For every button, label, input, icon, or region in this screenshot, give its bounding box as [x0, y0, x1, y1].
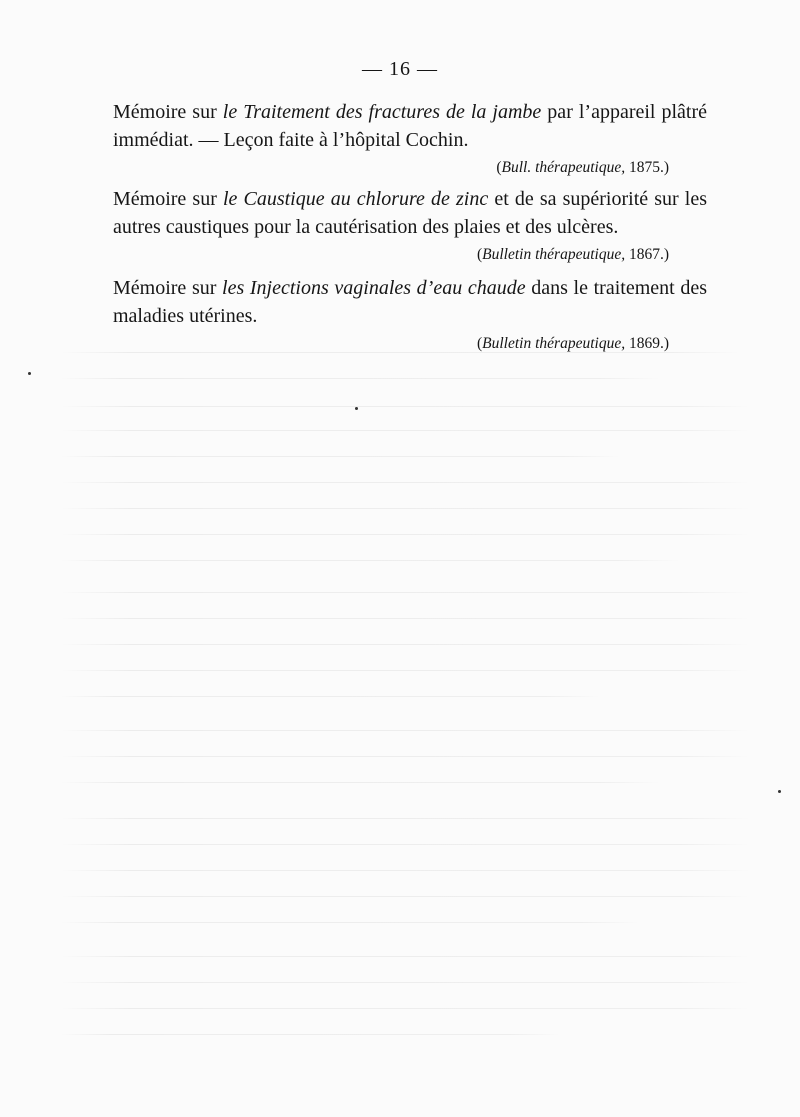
entry-title: les Injections vaginales d’eau chaude	[222, 277, 526, 299]
citation-source: Bull. thérapeutique,	[501, 159, 626, 176]
entry-lead: Mémoire sur	[113, 277, 223, 299]
citation-source: Bulletin thérapeutique,	[482, 335, 626, 352]
entry-lead: Mémoire sur	[113, 188, 223, 210]
citation-year: 1875.)	[625, 159, 669, 176]
page-number: — 16 —	[362, 58, 438, 80]
entry-citation	[113, 334, 707, 354]
entry-citation	[113, 245, 707, 265]
entry-text	[113, 185, 707, 241]
entry-trail: par l’appareil plâtré immédiat. — Leçon faite à l’hôpital Cochin.	[113, 101, 707, 151]
bibliography-entry	[113, 185, 707, 265]
bleed-through-texture	[60, 130, 750, 1050]
entry-title: le Traitement des fractures de la jambe	[222, 101, 542, 123]
citation-open: (	[476, 246, 483, 263]
scan-speck	[778, 790, 781, 793]
entry-citation	[113, 158, 707, 178]
citation-year: 1867.)	[625, 246, 669, 263]
scan-speck	[28, 372, 31, 375]
citation-source: Bulletin thérapeutique,	[482, 246, 626, 263]
bibliography-entry	[113, 98, 707, 178]
citation-open: (	[476, 335, 483, 352]
scan-speck	[355, 407, 358, 410]
citation-year: 1869.)	[625, 335, 669, 352]
bibliography-entry	[113, 274, 707, 354]
entry-trail: dans le traitement des maladies utérines.	[113, 277, 707, 327]
entry-text	[113, 98, 707, 154]
entry-trail: et de sa supériorité sur les autres caustiques pour la cautérisation des plaies et des ulcères.	[113, 188, 707, 238]
entry-title: le Caustique au chlorure de zinc	[222, 188, 489, 210]
citation-open: (	[496, 159, 502, 176]
entry-text	[113, 274, 707, 330]
entry-lead: Mémoire sur	[113, 101, 223, 123]
